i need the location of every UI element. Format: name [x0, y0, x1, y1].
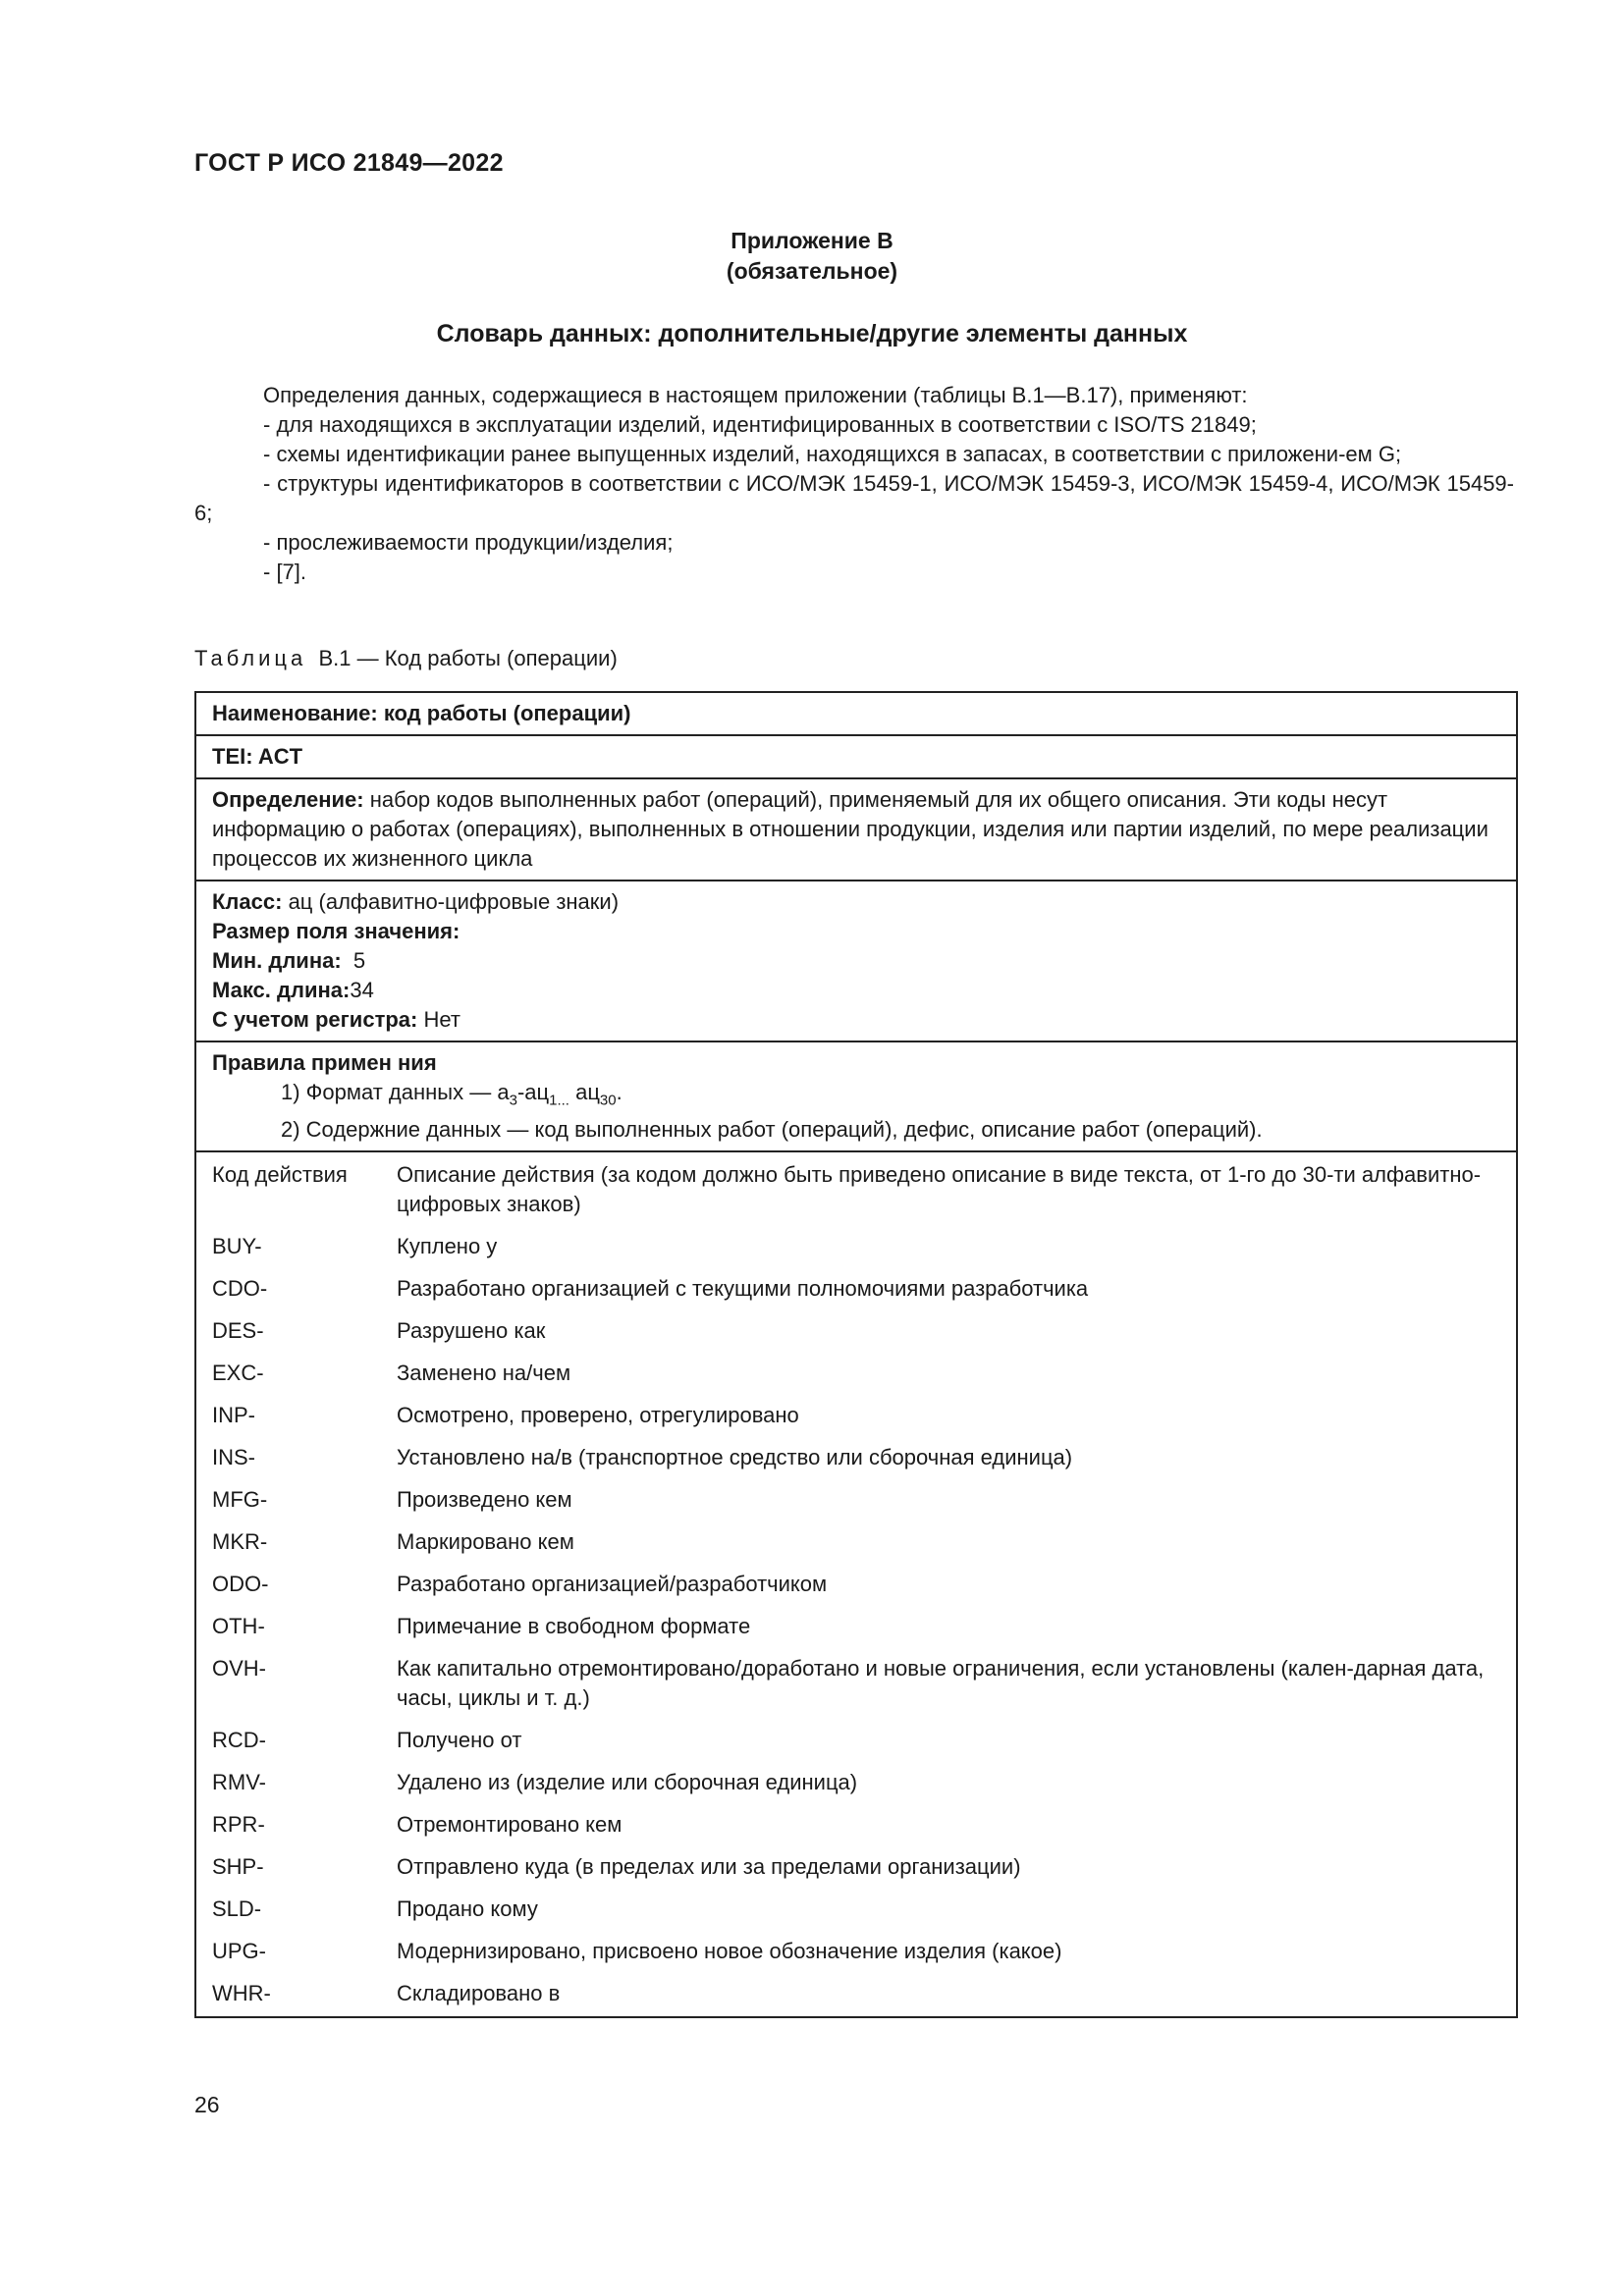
rule-1: [212, 1078, 1500, 1115]
table-tei-row: TEI: ACT: [195, 735, 1517, 778]
case-sensitive-label: С учетом регистра:: [212, 1007, 418, 1032]
rule-1-sub: 1...: [549, 1092, 569, 1109]
table-row: [212, 1895, 1500, 1937]
table-row: [212, 1232, 1500, 1274]
action-code: SLD-: [212, 1896, 262, 1922]
action-description: Продано кому: [397, 1896, 538, 1922]
document-header: ГОСТ Р ИСО 21849—2022: [194, 149, 504, 177]
min-length-value: 5: [352, 948, 366, 973]
codes-header-row: [212, 1160, 1500, 1232]
table-row: [212, 1443, 1500, 1485]
action-description: Произведено кем: [397, 1487, 572, 1513]
definition-text: набор кодов выполненных работ (операций), применяемый для их общего описания. Эти коды несут информацию о работах (операциях), выполненных в отношении продукции, изделия или партии изделий, по мере реализации процессов их жизненного цикла: [212, 787, 1489, 871]
action-codes-table: [212, 1160, 1500, 2010]
action-code: WHR-: [212, 1981, 271, 2006]
rule-1-sub: 30: [599, 1092, 617, 1109]
action-description: Осмотрено, проверено, отрегулировано: [397, 1403, 799, 1428]
action-description: Куплено у: [397, 1234, 498, 1259]
action-code: RCD-: [212, 1728, 266, 1753]
action-code: UPG-: [212, 1939, 266, 1964]
rules-title: Правила примен ния: [212, 1050, 437, 1075]
action-code: RMV-: [212, 1770, 266, 1795]
table-rules-row: [195, 1041, 1517, 1151]
action-code: RPR-: [212, 1812, 265, 1838]
action-code: ODO-: [212, 1572, 269, 1597]
min-length-label: Мин. длина:: [212, 948, 342, 973]
action-description: Отправлено куда (в пределах или за пределами организации): [397, 1854, 1021, 1880]
definition-label: Определение:: [212, 787, 364, 812]
table-row: [212, 1768, 1500, 1810]
action-description: Получено от: [397, 1728, 522, 1753]
action-code: OVH-: [212, 1656, 266, 1682]
action-code: MKR-: [212, 1529, 268, 1555]
table-row: [212, 1979, 1500, 2010]
appendix-subtitle: (обязательное): [726, 258, 898, 284]
table-row: [212, 1485, 1500, 1527]
codes-header-desc: Описание действия (за кодом должно быть приведено описание в виде текста, от 1-го до 30-ти алфавитно-цифровых знаков): [397, 1162, 1482, 1217]
table-codes-row: [195, 1151, 1517, 2017]
intro-text: [194, 381, 1514, 587]
action-code: DES-: [212, 1318, 264, 1344]
action-code: INS-: [212, 1445, 255, 1470]
table-row: [212, 1527, 1500, 1570]
table-row: [212, 1570, 1500, 1612]
table-row: [212, 1937, 1500, 1979]
action-description: Отремонтировано кем: [397, 1812, 623, 1838]
table-caption-text: В.1 — Код работы (операции): [318, 646, 618, 670]
table-caption-label: Таблица: [194, 646, 307, 670]
intro-lead: Определения данных, содержащиеся в настоящем приложении (таблицы В.1—В.17), применяют:: [263, 383, 1248, 407]
table-row: [212, 1401, 1500, 1443]
table-row: [212, 1274, 1500, 1316]
table-row: [212, 1316, 1500, 1359]
action-description: Разрушено как: [397, 1318, 546, 1344]
action-code: MFG-: [212, 1487, 268, 1513]
intro-item: - прослеживаемости продукции/изделия;: [263, 530, 674, 555]
codes-header-code: Код действия: [212, 1162, 348, 1188]
action-code: INP-: [212, 1403, 255, 1428]
action-code: BUY-: [212, 1234, 262, 1259]
intro-item: - схемы идентификации ранее выпущенных изделий, находящихся в запасах, в соответствии с приложени-ем G;: [263, 442, 1402, 466]
data-element-table: [194, 691, 1518, 2018]
action-description: Удалено из (изделие или сборочная единица): [397, 1770, 858, 1795]
action-description: Модернизировано, присвоено новое обозначение изделия (какое): [397, 1939, 1062, 1964]
intro-item: - [7].: [263, 560, 307, 584]
field-size-label: Размер поля значения:: [212, 919, 460, 943]
rule-2: 2) Содержние данных — код выполненных работ (операций), дефис, описание работ (операций).: [281, 1117, 1263, 1143]
rule-1-mid: -ац: [516, 1080, 550, 1104]
action-description: Складировано в: [397, 1981, 561, 2006]
table-caption: [194, 646, 618, 671]
table-row: [212, 1852, 1500, 1895]
max-length-label: Макс. длина:: [212, 978, 351, 1002]
table-row: [212, 1359, 1500, 1401]
rule-1-end: .: [616, 1080, 623, 1104]
action-code: CDO-: [212, 1276, 268, 1302]
rule-1-mid: ац: [568, 1080, 600, 1104]
table-name-row: Наименование: код работы (операции): [195, 692, 1517, 735]
appendix-title: Приложение В: [731, 228, 893, 253]
action-description: Как капитально отремонтировано/доработано и новые ограничения, если установлены (кален-дарная дата, часы, циклы и т. д.): [397, 1656, 1485, 1711]
action-description: Разработано организацией с текущими полномочиями разработчика: [397, 1276, 1089, 1302]
action-code: EXC-: [212, 1361, 264, 1386]
action-code: SHP-: [212, 1854, 264, 1880]
case-sensitive-value: Нет: [423, 1007, 460, 1032]
table-row: [212, 1654, 1500, 1726]
action-code: OTH-: [212, 1614, 265, 1639]
intro-item: - структуры идентификаторов в соответствии с ИСО/МЭК 15459-1, ИСО/МЭК 15459-3, ИСО/МЭК 15459-4, ИСО/МЭК 15459-6;: [194, 471, 1514, 525]
rule-1-prefix: 1) Формат данных — а: [281, 1080, 510, 1104]
action-description: Примечание в свободном формате: [397, 1614, 751, 1639]
action-description: Установлено на/в (транспортное средство или сборочная единица): [397, 1445, 1073, 1470]
page-number: 26: [194, 2092, 220, 2117]
intro-item: - для находящихся в эксплуатации изделий, идентифицированных в соответствии с ISO/TS 21849;: [263, 412, 1257, 437]
table-row: [212, 1726, 1500, 1768]
class-value: ац (алфавитно-цифровые знаки): [288, 889, 620, 914]
table-class-row: [195, 881, 1517, 1041]
action-description: Разработано организацией/разработчиком: [397, 1572, 828, 1597]
table-row: [212, 1810, 1500, 1852]
section-title: Словарь данных: дополнительные/другие элементы данных: [436, 320, 1188, 347]
action-description: Заменено на/чем: [397, 1361, 571, 1386]
table-row: [212, 1612, 1500, 1654]
max-length-value: 34: [350, 978, 374, 1002]
action-description: Маркировано кем: [397, 1529, 574, 1555]
table-definition-row: [195, 778, 1517, 881]
rule-1-sub: 3: [509, 1092, 517, 1109]
class-label: Класс:: [212, 889, 283, 914]
